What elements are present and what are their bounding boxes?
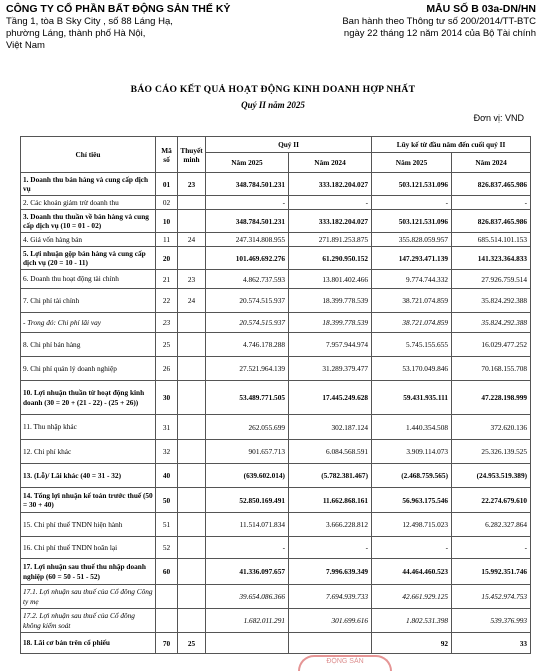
row-note: 23	[178, 270, 206, 289]
table-row	[21, 464, 531, 488]
row-note	[178, 415, 206, 440]
row-ytd-2025: 38.721.074.859	[372, 313, 452, 333]
row-quarter-2025	[206, 633, 289, 654]
row-note	[178, 513, 206, 537]
row-label: 17.1. Lợi nhuận sau thuế của Cổ đông Công ty mẹ	[21, 585, 156, 609]
row-quarter-2024: 11.662.868.161	[289, 488, 372, 513]
row-label: 15. Chi phí thuế TNDN hiện hành	[21, 513, 156, 537]
row-quarter-2024: 18.399.778.539	[289, 289, 372, 313]
column-header-note: Thuyết minh	[178, 137, 206, 173]
row-quarter-2024: 61.290.950.152	[289, 247, 372, 270]
row-quarter-2025: (639.602.014)	[206, 464, 289, 488]
table-row	[21, 333, 531, 357]
row-quarter-2025: 20.574.515.937	[206, 313, 289, 333]
row-code: 40	[156, 464, 178, 488]
row-quarter-2025: 262.055.699	[206, 415, 289, 440]
row-ytd-2024: 826.837.465.986	[452, 210, 531, 233]
row-code: 60	[156, 559, 178, 585]
row-quarter-2024: 333.182.204.027	[289, 173, 372, 196]
row-code: 02	[156, 196, 178, 210]
table-row	[21, 381, 531, 415]
company-name: CÔNG TY CỔ PHẦN BẤT ĐỘNG SẢN THẾ KỶ	[6, 3, 231, 15]
row-note	[178, 488, 206, 513]
row-ytd-2025: 5.745.155.655	[372, 333, 452, 357]
row-note	[178, 585, 206, 609]
row-quarter-2024: 31.289.379.477	[289, 357, 372, 381]
row-ytd-2024: 372.620.136	[452, 415, 531, 440]
row-note	[178, 464, 206, 488]
form-issued-line-2: ngày 22 tháng 12 năm 2014 của Bộ Tài chính	[343, 28, 536, 39]
table-row	[21, 559, 531, 585]
row-ytd-2024: 826.837.465.986	[452, 173, 531, 196]
row-ytd-2024: 25.326.139.525	[452, 440, 531, 464]
row-quarter-2024: 7.957.944.974	[289, 333, 372, 357]
row-label: 13. (Lỗ)/ Lãi khác (40 = 31 - 32)	[21, 464, 156, 488]
row-ytd-2024: -	[452, 196, 531, 210]
row-quarter-2025: 41.336.097.657	[206, 559, 289, 585]
row-ytd-2025: 56.963.175.546	[372, 488, 452, 513]
row-quarter-2025: -	[206, 537, 289, 559]
table-row	[21, 585, 531, 609]
row-label: 1. Doanh thu bán hàng và cung cấp dịch vụ	[21, 173, 156, 196]
row-code: 20	[156, 247, 178, 270]
row-quarter-2025: 901.657.713	[206, 440, 289, 464]
row-ytd-2025: 503.121.531.096	[372, 210, 452, 233]
row-ytd-2024: 22.274.679.610	[452, 488, 531, 513]
row-note: 23	[178, 173, 206, 196]
column-header-item: Chỉ tiêu	[21, 137, 156, 173]
row-note	[178, 333, 206, 357]
row-ytd-2025: 92	[372, 633, 452, 654]
table-row	[21, 537, 531, 559]
row-code: 01	[156, 173, 178, 196]
row-label: 8. Chi phí bán hàng	[21, 333, 156, 357]
row-note	[178, 440, 206, 464]
row-quarter-2024: 17.445.249.628	[289, 381, 372, 415]
table-body	[21, 173, 531, 654]
report-period: Quý II năm 2025	[241, 100, 305, 110]
row-code: 25	[156, 333, 178, 357]
column-header-quarter-2024: Năm 2024	[289, 153, 372, 173]
row-quarter-2025: -	[206, 196, 289, 210]
company-address-line-2: phường Láng, thành phố Hà Nội,	[6, 28, 146, 39]
row-label: 10. Lợi nhuận thuần từ hoạt động kinh doanh (30 = 20 + (21 - 22) - (25 + 26))	[21, 381, 156, 415]
row-label: 18. Lãi cơ bản trên cổ phiếu	[21, 633, 156, 654]
column-header-quarter: Quý II	[206, 137, 372, 153]
row-ytd-2025: 9.774.744.332	[372, 270, 452, 289]
row-label: 14. Tổng lợi nhuận kế toán trước thuế (50 = 30 + 40)	[21, 488, 156, 513]
row-note	[178, 381, 206, 415]
row-ytd-2024: 16.029.477.252	[452, 333, 531, 357]
row-quarter-2024: 7.694.939.733	[289, 585, 372, 609]
form-header	[266, 3, 536, 40]
row-ytd-2025: 42.661.929.125	[372, 585, 452, 609]
row-code: 22	[156, 289, 178, 313]
row-note	[178, 537, 206, 559]
table-row	[21, 415, 531, 440]
row-ytd-2024: (24.953.519.389)	[452, 464, 531, 488]
row-quarter-2025: 247.314.808.955	[206, 233, 289, 247]
row-code: 26	[156, 357, 178, 381]
row-quarter-2025: 53.489.771.505	[206, 381, 289, 415]
row-quarter-2024: 271.891.253.875	[289, 233, 372, 247]
row-ytd-2025: -	[372, 196, 452, 210]
row-label: 11. Thu nhập khác	[21, 415, 156, 440]
row-label: 9. Chi phí quản lý doanh nghiệp	[21, 357, 156, 381]
row-label: 7. Chi phí tài chính	[21, 289, 156, 313]
table-row	[21, 270, 531, 289]
row-ytd-2024: 70.168.155.708	[452, 357, 531, 381]
company-seal	[298, 655, 392, 671]
row-code: 30	[156, 381, 178, 415]
row-quarter-2024: -	[289, 196, 372, 210]
table-row	[21, 210, 531, 233]
row-quarter-2025: 20.574.515.937	[206, 289, 289, 313]
row-label: 17.2. Lợi nhuận sau thuế của Cổ đông không kiểm soát	[21, 609, 156, 633]
company-address-line-1: Tầng 1, tòa B Sky City , số 88 Láng Hạ,	[6, 16, 173, 27]
row-note: 24	[178, 233, 206, 247]
row-quarter-2025: 348.784.501.231	[206, 210, 289, 233]
row-ytd-2025: -	[372, 537, 452, 559]
row-quarter-2024: 333.182.204.027	[289, 210, 372, 233]
row-quarter-2024: 3.666.228.812	[289, 513, 372, 537]
row-ytd-2024: 539.376.993	[452, 609, 531, 633]
report-title: BÁO CÁO KẾT QUẢ HOẠT ĐỘNG KINH DOANH HỢP NHẤT	[130, 84, 416, 95]
row-note	[178, 196, 206, 210]
row-label: - Trong đó: Chi phí lãi vay	[21, 313, 156, 333]
table-row	[21, 247, 531, 270]
row-ytd-2025: 1.440.354.508	[372, 415, 452, 440]
row-note: 24	[178, 289, 206, 313]
row-ytd-2025: 355.828.059.957	[372, 233, 452, 247]
row-code: 11	[156, 233, 178, 247]
row-ytd-2024: 35.824.292.388	[452, 289, 531, 313]
row-quarter-2025: 27.521.964.139	[206, 357, 289, 381]
row-ytd-2025: 38.721.074.859	[372, 289, 452, 313]
row-ytd-2024: 15.992.351.746	[452, 559, 531, 585]
row-ytd-2024: 35.824.292.388	[452, 313, 531, 333]
column-header-ytd-2024: Năm 2024	[452, 153, 531, 173]
column-header-quarter-2025: Năm 2025	[206, 153, 289, 173]
row-quarter-2025: 39.654.086.366	[206, 585, 289, 609]
row-note	[178, 609, 206, 633]
table-row	[21, 289, 531, 313]
row-ytd-2024: 685.514.101.153	[452, 233, 531, 247]
row-quarter-2025: 1.682.011.291	[206, 609, 289, 633]
row-code: 31	[156, 415, 178, 440]
company-seal-text: ĐỘNG SẢN	[326, 658, 364, 665]
table-row	[21, 196, 531, 210]
row-ytd-2025: 12.498.715.023	[372, 513, 452, 537]
row-quarter-2024: 13.801.402.466	[289, 270, 372, 289]
row-quarter-2025: 101.469.692.276	[206, 247, 289, 270]
row-quarter-2024: 302.187.124	[289, 415, 372, 440]
row-code: 52	[156, 537, 178, 559]
table-row	[21, 357, 531, 381]
row-quarter-2024: 301.699.616	[289, 609, 372, 633]
row-ytd-2024: 47.228.198.999	[452, 381, 531, 415]
row-label: 16. Chi phí thuế TNDN hoãn lại	[21, 537, 156, 559]
table-row	[21, 609, 531, 633]
row-quarter-2025: 4.862.737.593	[206, 270, 289, 289]
row-ytd-2025: 53.170.049.846	[372, 357, 452, 381]
row-label: 2. Các khoản giảm trừ doanh thu	[21, 196, 156, 210]
row-ytd-2025: 147.293.471.139	[372, 247, 452, 270]
row-quarter-2024: 7.996.639.349	[289, 559, 372, 585]
row-ytd-2025: (2.468.759.565)	[372, 464, 452, 488]
row-label: 5. Lợi nhuận gộp bán hàng và cung cấp dịch vụ (20 = 10 - 11)	[21, 247, 156, 270]
currency-unit: Đơn vị: VND	[473, 113, 524, 123]
row-code: 70	[156, 633, 178, 654]
row-note	[178, 357, 206, 381]
table-row	[21, 633, 531, 654]
row-code: 23	[156, 313, 178, 333]
column-header-code: Mã số	[156, 137, 178, 173]
table-row	[21, 513, 531, 537]
row-quarter-2025: 4.746.178.288	[206, 333, 289, 357]
row-label: 17. Lợi nhuận sau thuế thu nhập doanh nghiệp (60 = 50 - 51 - 52)	[21, 559, 156, 585]
row-quarter-2024	[289, 633, 372, 654]
column-header-ytd-2025: Năm 2025	[372, 153, 452, 173]
row-ytd-2025: 44.464.460.523	[372, 559, 452, 585]
row-label: 6. Doanh thu hoạt động tài chính	[21, 270, 156, 289]
row-note	[178, 313, 206, 333]
row-code	[156, 609, 178, 633]
row-code: 32	[156, 440, 178, 464]
row-note	[178, 247, 206, 270]
row-code	[156, 585, 178, 609]
row-quarter-2024: -	[289, 537, 372, 559]
row-code: 50	[156, 488, 178, 513]
company-address-line-3: Việt Nam	[6, 40, 45, 51]
table-row	[21, 173, 531, 196]
row-label: 12. Chi phí khác	[21, 440, 156, 464]
table-row	[21, 440, 531, 464]
row-note	[178, 559, 206, 585]
row-code: 10	[156, 210, 178, 233]
income-statement-table	[20, 136, 531, 654]
row-quarter-2024: (5.782.381.467)	[289, 464, 372, 488]
company-header	[6, 3, 286, 52]
row-quarter-2025: 11.514.071.834	[206, 513, 289, 537]
row-ytd-2024: 6.282.327.864	[452, 513, 531, 537]
row-ytd-2025: 503.121.531.096	[372, 173, 452, 196]
row-ytd-2025: 1.802.531.398	[372, 609, 452, 633]
row-ytd-2024: -	[452, 537, 531, 559]
row-ytd-2025: 59.431.935.111	[372, 381, 452, 415]
form-issued-line-1: Ban hành theo Thông tư số 200/2014/TT-BTC	[342, 16, 536, 27]
form-code: MẪU SỐ B 03a-DN/HN	[426, 3, 536, 15]
row-ytd-2024: 33	[452, 633, 531, 654]
row-ytd-2024: 15.452.974.753	[452, 585, 531, 609]
row-label: 4. Giá vốn hàng bán	[21, 233, 156, 247]
column-header-ytd: Lũy kế từ đầu năm đến cuối quý II	[372, 137, 531, 153]
row-note	[178, 210, 206, 233]
table-row	[21, 313, 531, 333]
row-quarter-2025: 348.784.501.231	[206, 173, 289, 196]
row-label: 3. Doanh thu thuần về bán hàng và cung cấp dịch vụ (10 = 01 - 02)	[21, 210, 156, 233]
row-note: 25	[178, 633, 206, 654]
row-quarter-2025: 52.850.169.491	[206, 488, 289, 513]
row-code: 51	[156, 513, 178, 537]
row-quarter-2024: 6.084.568.591	[289, 440, 372, 464]
row-quarter-2024: 18.399.778.539	[289, 313, 372, 333]
table-row	[21, 488, 531, 513]
row-ytd-2025: 3.909.114.073	[372, 440, 452, 464]
row-ytd-2024: 27.926.759.514	[452, 270, 531, 289]
row-code: 21	[156, 270, 178, 289]
row-ytd-2024: 141.323.364.833	[452, 247, 531, 270]
table-row	[21, 233, 531, 247]
